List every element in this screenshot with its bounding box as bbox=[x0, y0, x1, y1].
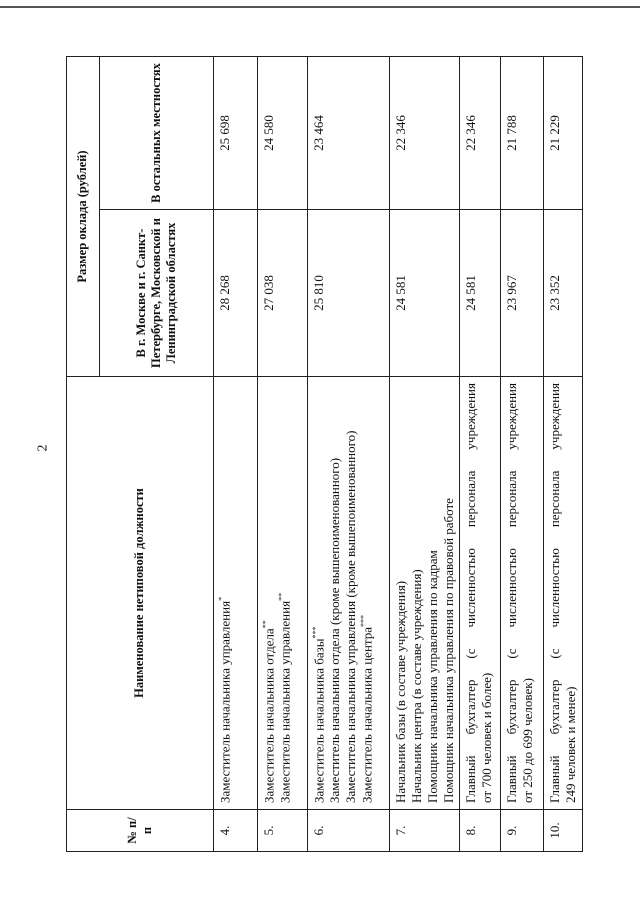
table-row bbox=[460, 57, 501, 852]
row-number: 4. bbox=[214, 810, 258, 852]
salary-table bbox=[66, 56, 583, 852]
position-name-cell bbox=[544, 377, 583, 810]
footnote-mark: ** bbox=[277, 592, 287, 601]
position-name-line: Начальник центра (в составе учреждения) bbox=[408, 569, 424, 803]
row-number: 7. bbox=[390, 810, 460, 852]
salary-moscow-cell: 27 038 bbox=[258, 210, 308, 377]
salary-moscow-cell: 24 581 bbox=[390, 210, 460, 377]
salary-other-cell: 21 788 bbox=[501, 57, 544, 210]
salary-other-cell: 25 698 bbox=[214, 57, 258, 210]
position-name-line: Начальник базы (в составе учреждения) bbox=[393, 580, 408, 803]
salary-other-cell: 24 580 bbox=[258, 57, 308, 210]
salary-moscow-cell: 25 810 bbox=[308, 210, 390, 377]
position-name-line: Заместитель начальника отдела (кроме вышепоименованного) bbox=[327, 457, 343, 803]
salary-moscow-cell: 28 268 bbox=[214, 210, 258, 377]
table-row bbox=[308, 57, 390, 852]
position-name-line: Главный бухгалтер (с численностью персонала учреждения bbox=[547, 383, 563, 803]
position-name-line: Заместитель начальника управления (кроме вышепоименованного) bbox=[343, 430, 359, 803]
position-name-cell bbox=[460, 377, 501, 810]
table-row bbox=[544, 57, 583, 852]
row-number: 5. bbox=[258, 810, 308, 852]
row-number: 9. bbox=[501, 810, 544, 852]
position-name-cell bbox=[214, 377, 258, 810]
salary-other-cell: 22 346 bbox=[390, 57, 460, 210]
footnote-mark: *** bbox=[311, 626, 320, 639]
header-salary-group: Размер оклада (рублей) bbox=[67, 57, 100, 377]
position-name-line: от 250 до 699 человек) bbox=[520, 678, 536, 803]
table-row bbox=[390, 57, 460, 852]
position-name-line: Главный бухгалтер (с численностью персонала учреждения bbox=[463, 383, 479, 803]
position-name-line: 249 человек и менее) bbox=[563, 686, 579, 803]
header-position-name: Наименование нетиповой должности bbox=[67, 377, 214, 810]
position-name-line: Помощник начальника управления по кадрам bbox=[424, 550, 440, 803]
salary-other-cell: 22 346 bbox=[460, 57, 501, 210]
header-num: № п/п bbox=[67, 810, 214, 852]
table-row bbox=[258, 57, 308, 852]
footnote-mark: ** bbox=[261, 620, 270, 629]
row-number: 8. bbox=[460, 810, 501, 852]
position-name-line: Заместитель начальника отдела** bbox=[261, 620, 277, 803]
position-name-line: Главный бухгалтер (с численностью персонала учреждения bbox=[504, 383, 520, 803]
row-number: 6. bbox=[308, 810, 390, 852]
header-moscow-region: В г. Москве и г. Санкт-Петербурге, Московской и Ленинградской областях bbox=[100, 210, 214, 377]
row-number: 10. bbox=[544, 810, 583, 852]
salary-moscow-cell: 24 581 bbox=[460, 210, 501, 377]
position-name-line: Заместитель начальника центра*** bbox=[358, 614, 375, 803]
salary-other-cell: 23 464 bbox=[308, 57, 390, 210]
position-name-line: Заместитель начальника управления** bbox=[277, 592, 293, 803]
footnote-mark: *** bbox=[358, 614, 368, 627]
position-name-line: Заместитель начальника управления* bbox=[217, 596, 233, 803]
position-name-line: Помощник начальника управления по правовой работе bbox=[440, 498, 456, 803]
table-row bbox=[214, 57, 258, 852]
salary-moscow-cell: 23 967 bbox=[501, 210, 544, 377]
position-name-line: Заместитель начальника базы*** bbox=[311, 626, 327, 803]
salary-table-rotated bbox=[66, 57, 579, 852]
position-name-cell bbox=[501, 377, 544, 810]
salary-moscow-cell: 23 352 bbox=[544, 210, 583, 377]
footnote-mark: * bbox=[217, 596, 226, 601]
position-name-line: от 700 человек и более) bbox=[479, 672, 495, 803]
header-other-regions: В остальных местностях bbox=[100, 57, 214, 210]
position-name-cell bbox=[258, 377, 308, 810]
page-number: 2 bbox=[35, 444, 51, 452]
position-name-cell bbox=[390, 377, 460, 810]
table-row bbox=[501, 57, 544, 852]
salary-other-cell: 21 229 bbox=[544, 57, 583, 210]
scan-edge-line bbox=[0, 6, 640, 8]
position-name-cell bbox=[308, 377, 390, 810]
